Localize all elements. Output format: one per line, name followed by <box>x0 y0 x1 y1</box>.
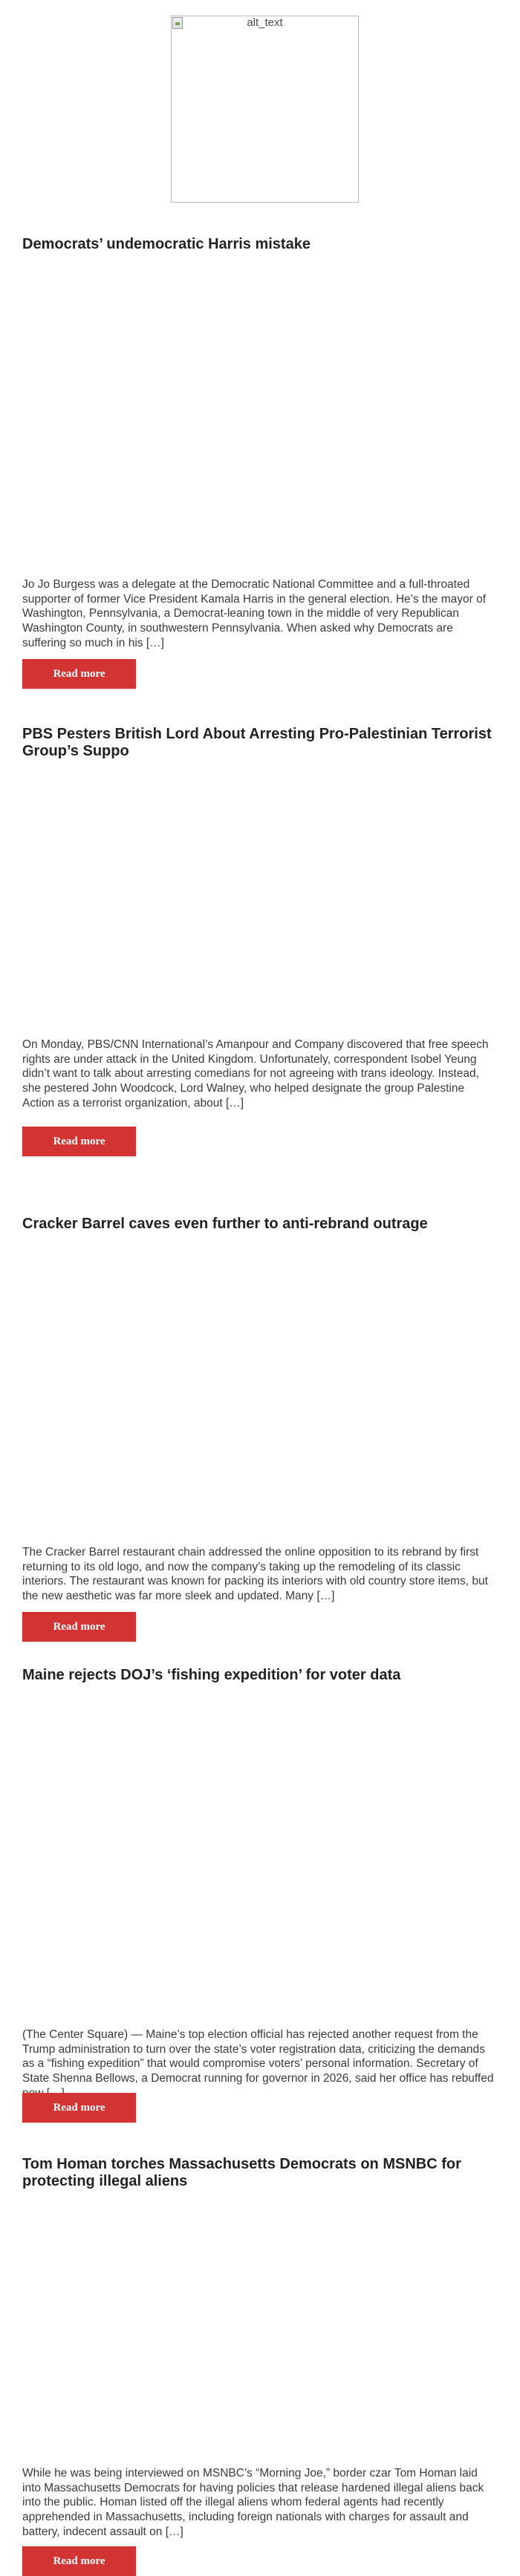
read-more-button[interactable]: Read more <box>22 659 136 689</box>
post-title[interactable]: PBS Pesters British Lord About Arresting Pro-Palestinian Terrorist Group’s Suppo <box>22 726 492 759</box>
logo-alt-text: alt_text <box>247 16 283 29</box>
post-excerpt: (The Center Square) — Maine’s top election official has rejected another request from the Trump administration to turn over the state’s voter registration data, criticizing the demands as a “fishing expedition” that would compromise voters’ personal information. Secretary of State Shenna Bellows, a Democrat running for governor in 2026, said her office has rebuffed <box>22 2028 494 2085</box>
post-excerpt: Jo Jo Burgess was a delegate at the Democratic National Committee and a full-throated supporter of former Vice President Kamala Harris in the general election. He’s the mayor of Washington, Pennsylvania, a Democrat-leaning town in the middle of very Republican Washington County, in southwestern Pennsylvania. When asked why Democrats are suffering so much in his […] <box>22 578 487 649</box>
post-3 <box>22 1216 498 1661</box>
read-more-button[interactable]: Read more <box>22 2546 136 2576</box>
post-title[interactable]: Tom Homan torches Massachusetts Democrats on MSNBC for protecting illegal aliens <box>22 2156 461 2189</box>
post-title[interactable]: Maine rejects DOJ’s ‘fishing expedition’ for voter data <box>22 1667 401 1683</box>
post-5 <box>22 2156 498 2567</box>
post-image[interactable] <box>22 2202 498 2484</box>
post-excerpt: While he was being interviewed on MSNBC’s “Morning Joe,” border czar Tom Homan laid into Massachusetts Democrats for having policies that release hardened illegal aliens back into the public. Homan listed off the illegal aliens whom federal agents had recently apprehended in Massachusetts, including foreign nationals with charges for assault and battery, indecent assault on […] <box>22 2467 484 2538</box>
post-title[interactable]: Democrats’ undemocratic Harris mistake <box>22 236 311 252</box>
post-4 <box>22 1667 498 2149</box>
post-excerpt: The Cracker Barrel restaurant chain addressed the online opposition to its rebrand by first returning to its old logo, and now the company’s taking up the remodeling of its classic interiors. The restaurant was known for packing its interiors with old country store items, but the new aesthetic was far more sleek and updated. Many […] <box>22 1546 488 1603</box>
post-image[interactable] <box>22 267 498 564</box>
post-1 <box>22 236 498 726</box>
post-image[interactable] <box>22 1698 498 1995</box>
post-image[interactable] <box>22 772 498 1054</box>
read-more-button[interactable]: Read more <box>22 2093 136 2123</box>
read-more-button[interactable]: Read more <box>22 1612 136 1642</box>
post-title[interactable]: Cracker Barrel caves even further to anti-rebrand outrage <box>22 1216 428 1232</box>
read-more-button[interactable]: Read more <box>22 1127 136 1156</box>
site-logo[interactable] <box>0 0 520 215</box>
post-2 <box>22 726 498 1230</box>
post-image[interactable] <box>22 1247 498 1536</box>
logo-image[interactable] <box>171 16 359 203</box>
post-excerpt: On Monday, PBS/CNN International’s Amanpour and Company discovered that free speech rights are under attack in the United Kingdom. Unfortunately, correspondent Isobel Yeung didn’t want to talk about arresting comedians for not agreeing with trans ideology. Instead, she pestered John Woodcock, Lord Walney, who helped designate the group Palestine Action as a terrorist organization, about […] <box>22 1038 489 1110</box>
